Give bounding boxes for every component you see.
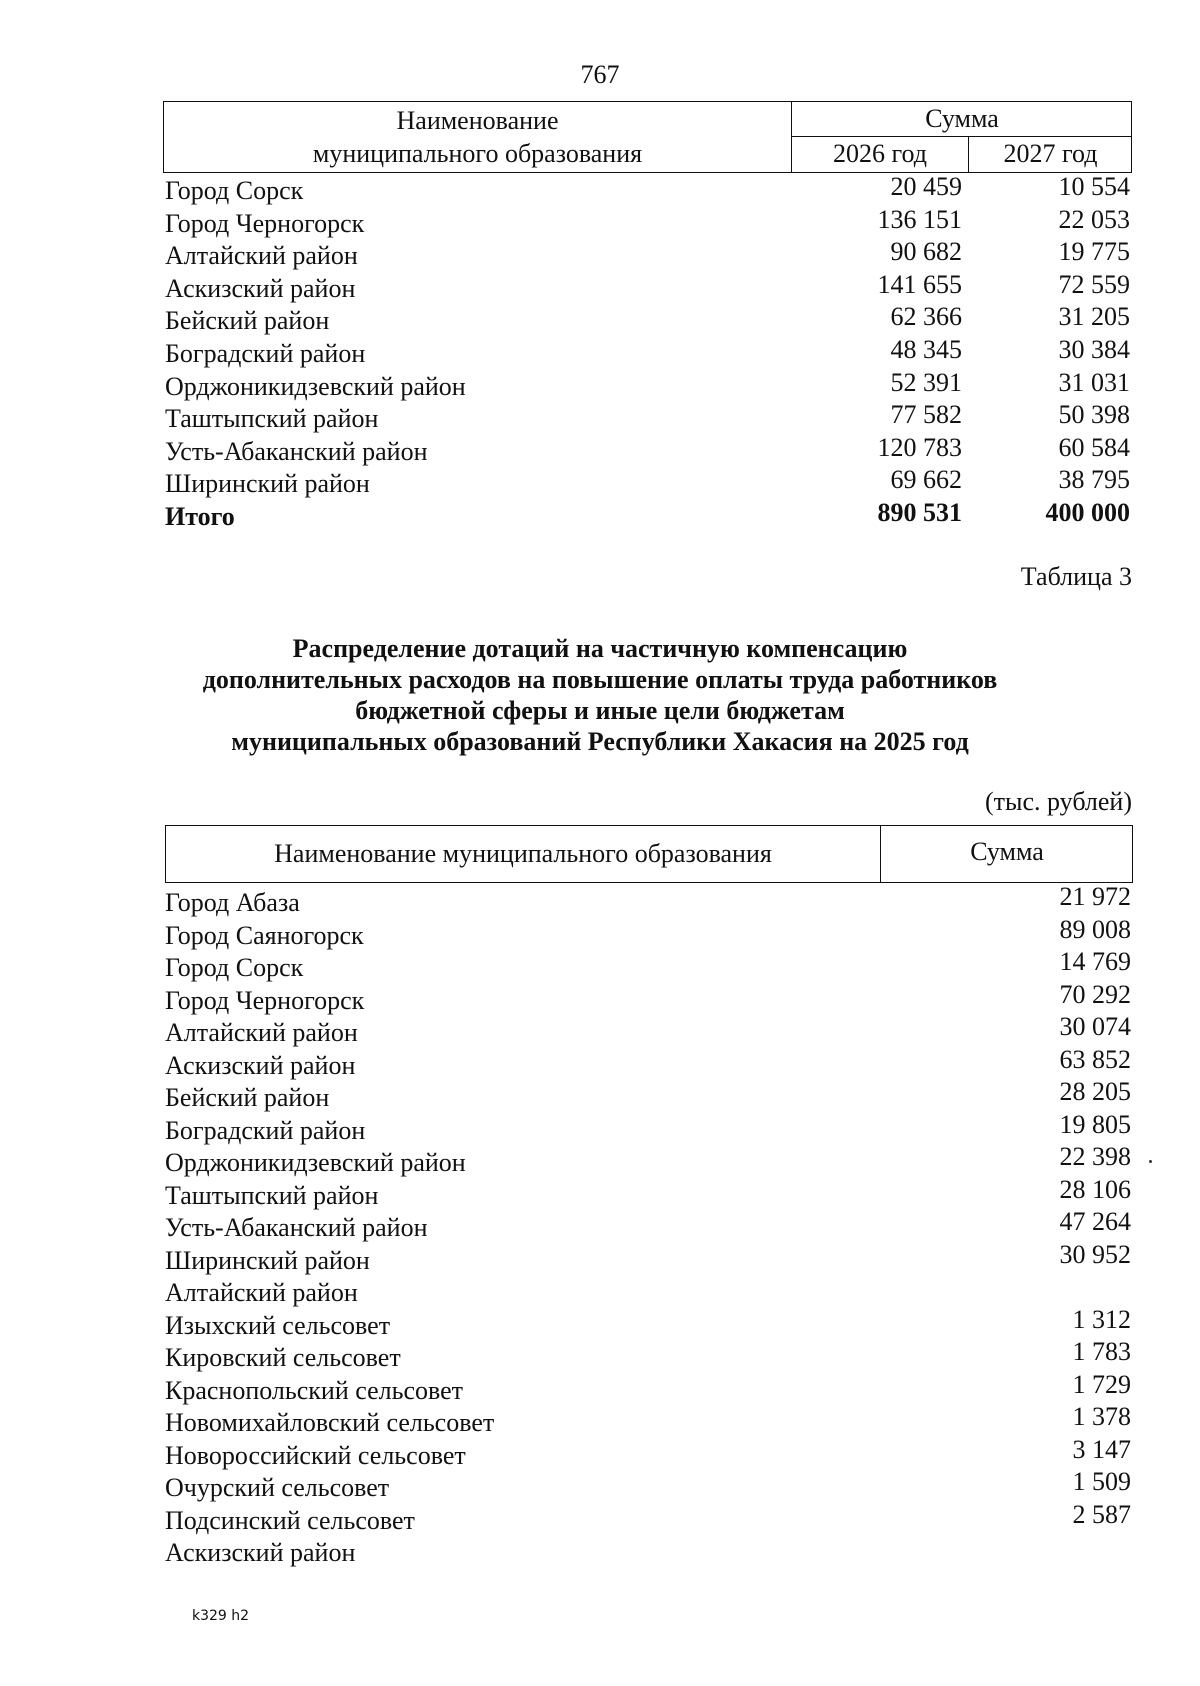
row-value-2026: 52 391 [890, 367, 962, 397]
row-value: 28 106 [1059, 1174, 1131, 1204]
table-row [165, 882, 1133, 920]
row-name: Таштыпский район [165, 1180, 379, 1210]
row-name: Алтайский район [165, 1278, 358, 1307]
table-row [165, 979, 1133, 1018]
row-value: 2 587 [1072, 1499, 1131, 1529]
row-name: Краснопольский сельсовет [165, 1375, 464, 1405]
row-value: 1 312 [1072, 1304, 1131, 1334]
table-row [165, 1369, 1133, 1408]
row-value-2026: 20 459 [890, 172, 962, 201]
header-name-line1: Наименование [396, 106, 559, 135]
table-row [165, 1304, 1133, 1343]
table-row [165, 1499, 1133, 1538]
row-value: 47 264 [1059, 1207, 1131, 1236]
row-value-2026: 136 151 [877, 204, 962, 234]
row-name: Город Черногорск [165, 208, 365, 238]
table-row [165, 1109, 1133, 1148]
table-row [165, 1012, 1133, 1050]
row-value-2026: 62 366 [890, 302, 962, 332]
row-value: 19 805 [1059, 1109, 1131, 1139]
row-value: 89 008 [1059, 914, 1131, 944]
heading-line: Распределение дотаций на частичную компенсацию [292, 634, 908, 663]
row-name: Бейский район [165, 306, 330, 336]
table-1 [163, 101, 1132, 534]
row-value: 1 378 [1072, 1402, 1131, 1431]
row-value: 1 783 [1072, 1337, 1131, 1366]
heading-line: бюджетной сферы и иные цели бюджетам [355, 696, 845, 725]
header-name-column [164, 102, 792, 172]
table-row [163, 302, 1132, 338]
row-name: Подсинский сельсовет [165, 1505, 415, 1535]
table-row [165, 1077, 1133, 1115]
footer-code: k329 h2 [192, 1608, 250, 1624]
row-value-2027: 30 384 [1058, 334, 1130, 364]
row-value-2027: 38 795 [1058, 465, 1130, 495]
table-row [165, 947, 1133, 985]
total-label: Итого [165, 501, 235, 531]
row-value-2027: 50 398 [1058, 400, 1130, 430]
row-value: 14 769 [1059, 947, 1131, 976]
table-row [165, 1174, 1133, 1213]
row-name: Город Сорск [165, 176, 304, 205]
table-row [163, 400, 1132, 436]
row-name: Аскизский район [165, 1050, 356, 1080]
row-name: Очурский сельсовет [165, 1473, 390, 1502]
table-1-header [163, 101, 1132, 173]
row-name: Усть-Абаканский район [165, 436, 428, 466]
row-value: 70 292 [1059, 979, 1131, 1009]
table-row [163, 367, 1132, 404]
row-value: 63 852 [1059, 1044, 1131, 1074]
header-sum: Сумма [792, 102, 1132, 137]
row-name: Аскизский район [165, 1538, 356, 1567]
row-name: Боградский район [165, 338, 366, 368]
table-row [165, 1207, 1133, 1245]
row-value: 3 147 [1072, 1434, 1131, 1464]
table-2 [165, 825, 1133, 1570]
table-row [165, 1537, 1133, 1570]
row-value-2026: 141 655 [877, 269, 962, 299]
heading-line: муниципальных образований Республики Хакасия на 2025 год [231, 727, 969, 756]
row-name: Алтайский район [165, 241, 358, 271]
table-row [165, 1402, 1133, 1440]
row-name: Кировский сельсовет [165, 1343, 401, 1372]
header-name-line2: муниципального образования [312, 139, 643, 168]
table-row [163, 269, 1132, 306]
row-name: Орджоникидзевский район [165, 1148, 466, 1177]
row-name: Бейский район [165, 1083, 330, 1112]
row-value: 30 952 [1059, 1239, 1131, 1269]
row-name: Город Саяногорск [165, 920, 364, 950]
row-name: Ширинский район [165, 1245, 370, 1275]
header-name: Наименование муниципального образования [166, 826, 881, 882]
row-name: Новороссийский сельсовет [165, 1440, 466, 1470]
row-value: 30 074 [1059, 1012, 1131, 1041]
table-row [163, 334, 1132, 371]
row-value: 22 398 [1059, 1142, 1131, 1171]
row-value-2027: 22 053 [1058, 204, 1130, 234]
table-2-header [165, 825, 1133, 883]
header-sum: Сумма [970, 837, 1044, 866]
row-value: 1 509 [1072, 1467, 1131, 1496]
row-name: Город Черногорск [165, 985, 365, 1015]
row-value: 28 205 [1059, 1077, 1131, 1106]
row-value: 1 729 [1072, 1369, 1131, 1399]
scan-speck [1149, 1160, 1152, 1163]
total-2026: 890 531 [877, 497, 962, 527]
header-year-2026: 2026 год [792, 136, 969, 172]
row-value-2026: 120 783 [877, 432, 962, 462]
row-value-2027: 10 554 [1058, 172, 1130, 201]
table-row [165, 1434, 1133, 1473]
row-value-2027: 60 584 [1058, 432, 1130, 462]
row-value-2027: 72 559 [1058, 269, 1130, 299]
row-name: Таштыпский район [165, 404, 379, 434]
row-value-2027: 31 205 [1058, 302, 1130, 332]
heading-line: дополнительных расходов на повышение оплаты труда работников [202, 665, 998, 694]
table-2-body [165, 882, 1133, 1570]
table-row [165, 1337, 1133, 1375]
row-name: Город Сорск [165, 953, 304, 982]
units-label: (тыс. рублей) [984, 787, 1132, 816]
table-row [165, 1044, 1133, 1083]
row-value-2026: 77 582 [890, 400, 962, 430]
row-name: Аскизский район [165, 273, 356, 303]
table-row [163, 204, 1132, 241]
table-row [165, 914, 1133, 953]
row-name: Алтайский район [165, 1018, 358, 1047]
row-name: Ширинский район [165, 469, 370, 499]
total-row [163, 497, 1132, 534]
table-row [163, 432, 1132, 469]
row-name: Орджоникидзевский район [165, 371, 466, 401]
row-name: Усть-Абаканский район [165, 1213, 428, 1242]
section-heading [150, 633, 1050, 757]
row-name: Боградский район [165, 1115, 366, 1145]
header-year-2027: 2027 год [1003, 139, 1098, 168]
row-value-2027: 31 031 [1058, 367, 1130, 397]
table-row [163, 465, 1132, 501]
table-row [163, 172, 1132, 208]
table-row [165, 1239, 1133, 1278]
row-value: 21 972 [1059, 882, 1131, 911]
table-row [165, 1142, 1133, 1180]
row-value-2027: 19 775 [1058, 237, 1130, 267]
table-row [165, 1277, 1133, 1310]
row-name: Изыхский сельсовет [165, 1310, 391, 1340]
row-name: Город Абаза [165, 888, 300, 917]
row-name: Новомихайловский сельсовет [165, 1408, 495, 1437]
row-value-2026: 90 682 [890, 237, 962, 267]
row-value-2026: 69 662 [890, 465, 962, 495]
page-number: 767 [580, 60, 620, 89]
table-row [163, 237, 1132, 273]
row-value-2026: 48 345 [890, 334, 962, 364]
table-label: Таблица 3 [1020, 562, 1132, 591]
total-2027: 400 000 [1045, 497, 1130, 527]
table-1-body [163, 172, 1132, 534]
table-row [165, 1467, 1133, 1505]
